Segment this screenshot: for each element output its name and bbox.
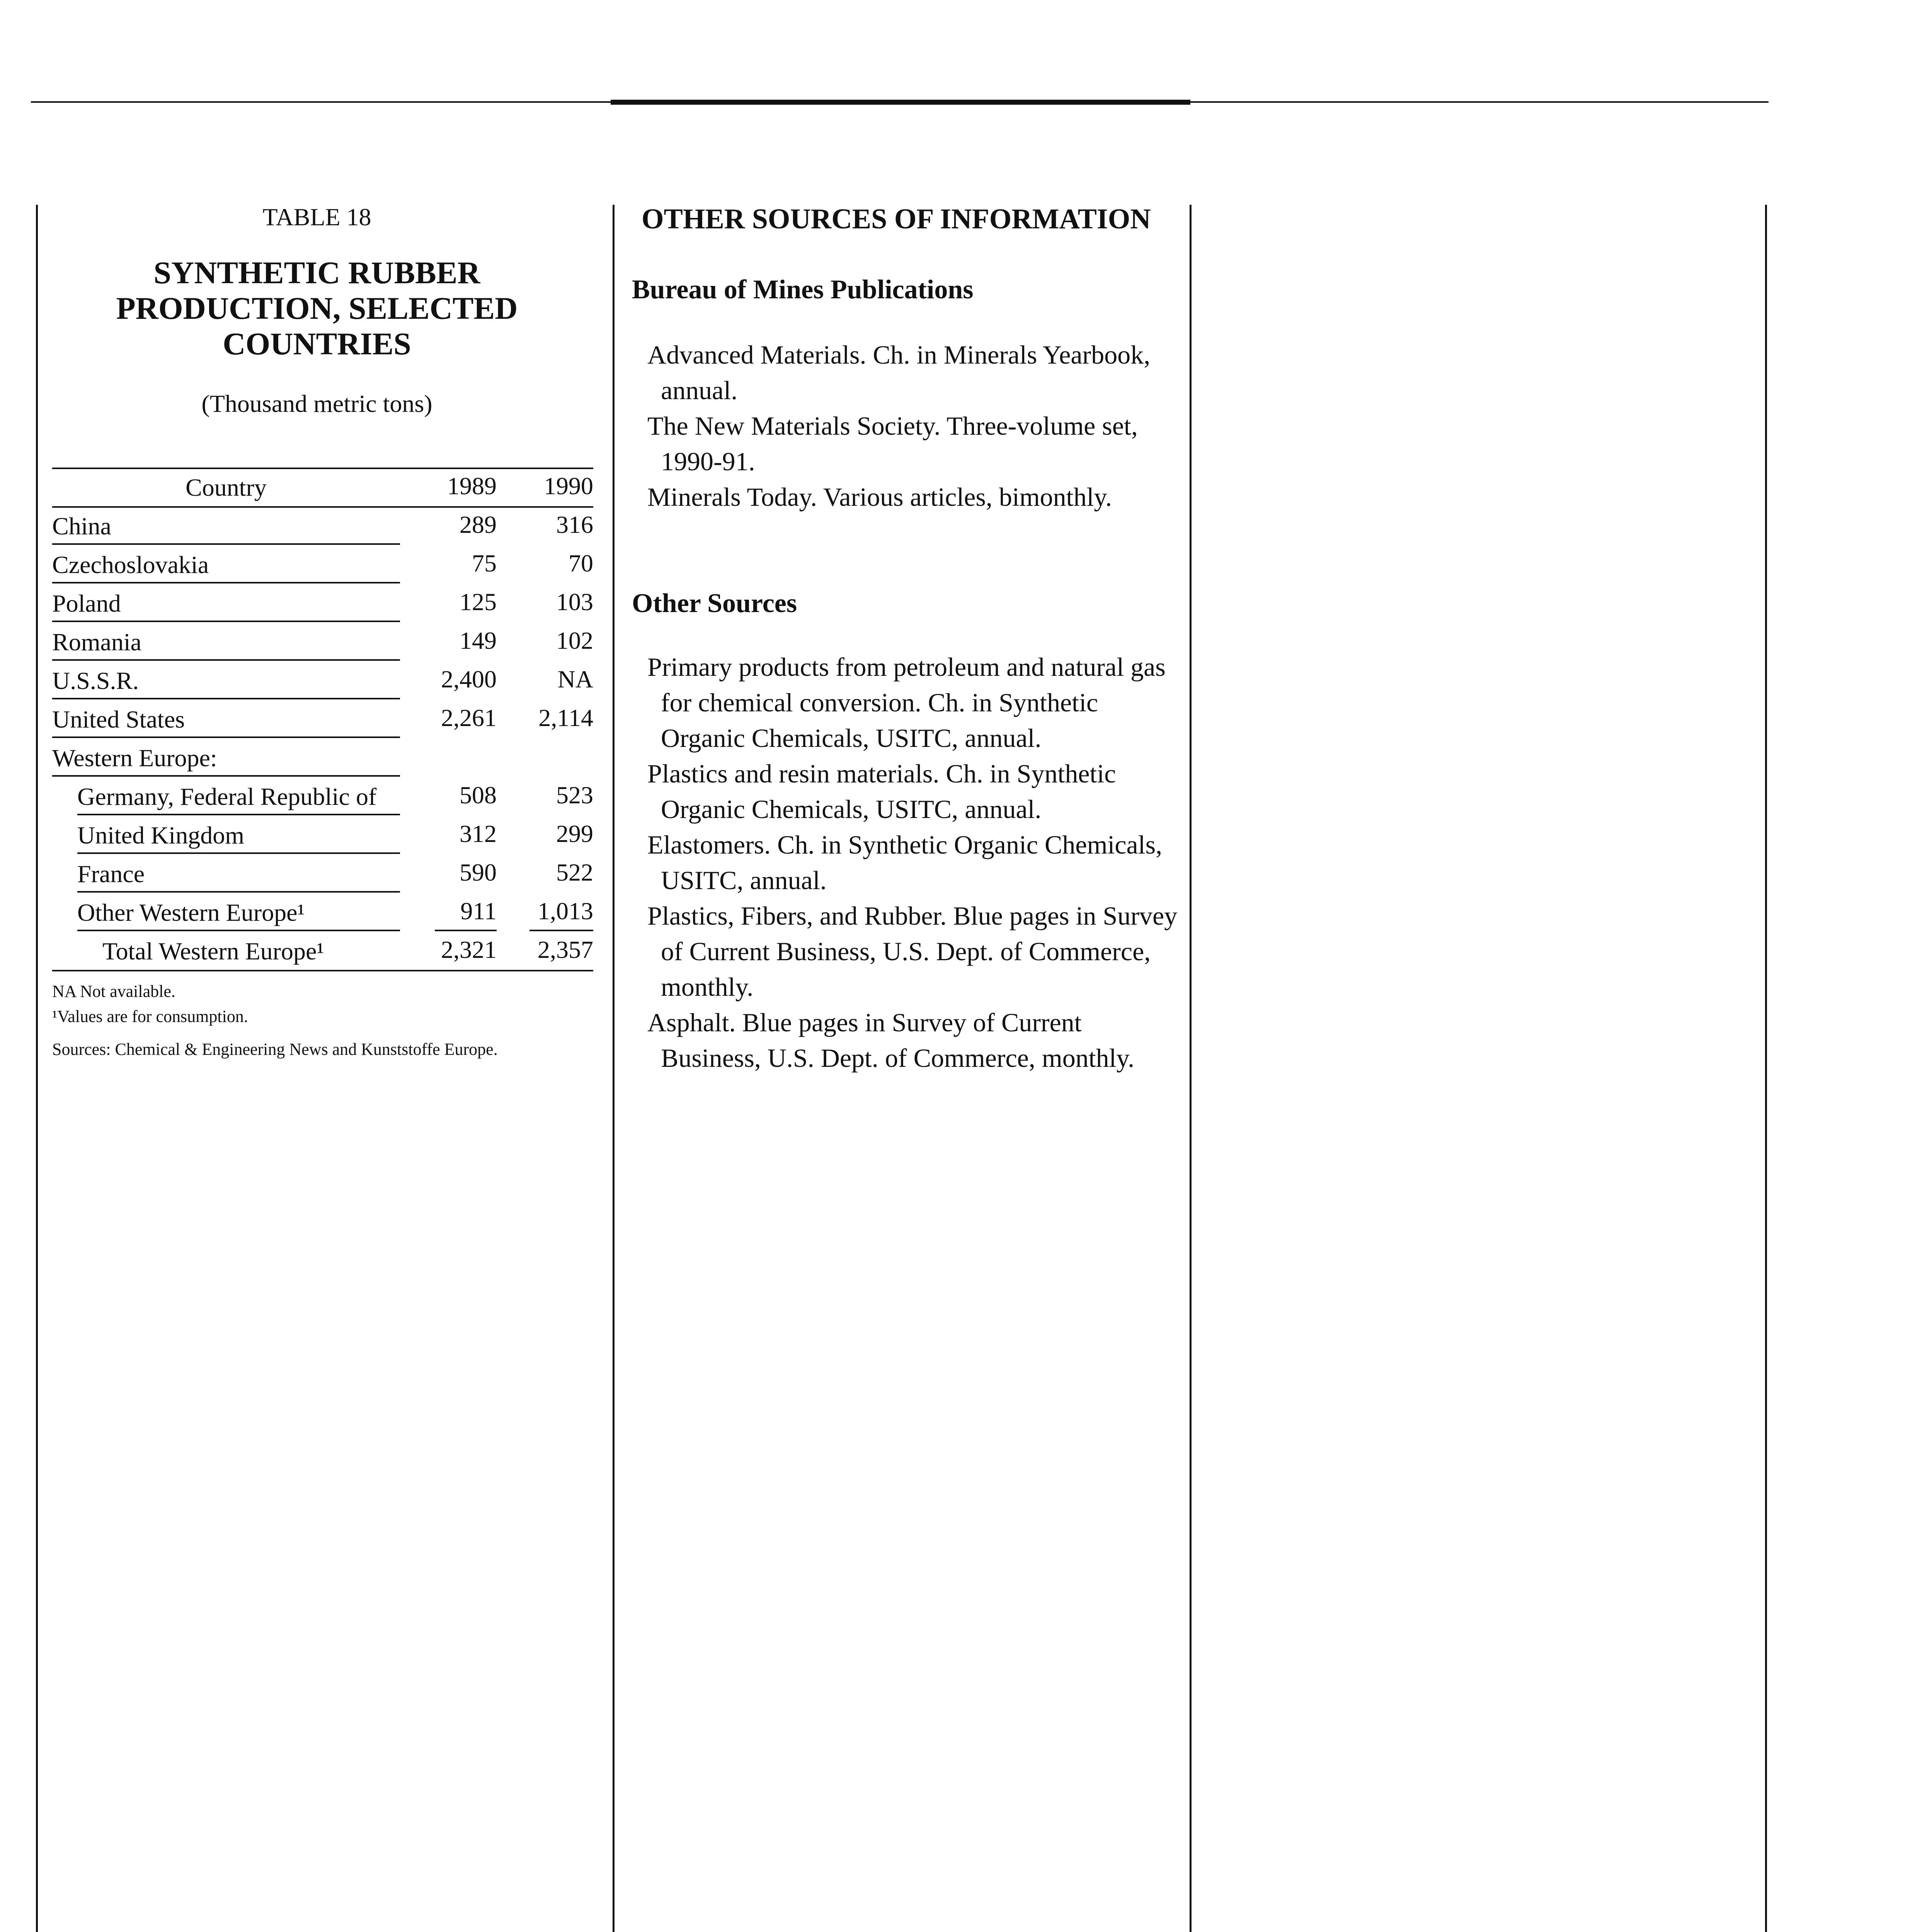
list-item: Advanced Materials. Ch. in Minerals Yearbook, annual.	[647, 340, 1151, 405]
cell-1990: 522	[556, 859, 593, 886]
section-heading: OTHER SOURCES OF INFORMATION	[642, 203, 1151, 235]
cell-country: Romania	[52, 628, 142, 656]
subtotal-rule-1989	[435, 930, 497, 931]
cell-1989: 125	[460, 588, 497, 616]
cell-1990: 299	[556, 820, 593, 847]
cell-country: Czechoslovakia	[52, 551, 209, 578]
bom-list	[647, 337, 1181, 515]
row-rule	[52, 659, 400, 661]
cell-1989: 590	[460, 859, 497, 886]
cell-1989: 312	[460, 820, 497, 847]
cell-1990: 70	[569, 549, 593, 577]
header-1990: 1990	[544, 472, 593, 500]
row-rule	[77, 930, 400, 931]
list-item: Plastics, Fibers, and Rubber. Blue pages in Survey of Current Business, U.S. Dept. of Commerce, monthly.	[647, 901, 1178, 1002]
cell-1989: 2,261	[441, 704, 497, 731]
table-units: (Thousand metric tons)	[201, 390, 432, 417]
list-item: Plastics and resin materials. Ch. in Synthetic Organic Chemicals, USITC, annual.	[647, 759, 1116, 824]
header-rule	[52, 506, 593, 508]
cell-1989: 911	[460, 897, 497, 925]
cell-country: Other Western Europe¹	[77, 899, 305, 926]
cell-country: United Kingdom	[77, 821, 244, 849]
column-divider-middle	[613, 205, 615, 1932]
bom-heading: Bureau of Mines Publications	[632, 275, 974, 304]
cell-country: Germany, Federal Republic of	[77, 783, 377, 810]
cell-country: China	[52, 512, 111, 540]
cell-1990: 1,013	[538, 897, 593, 925]
other-list	[647, 649, 1181, 1076]
list-item: Primary products from petroleum and natural gas for chemical conversion. Ch. in Synthetic Organic Chemicals, USITC, annual.	[647, 652, 1166, 753]
cell-1990: 2,114	[538, 704, 593, 731]
row-rule	[52, 582, 400, 583]
row-rule	[77, 891, 400, 893]
cell-1990: 316	[556, 511, 593, 538]
list-item: Elastomers. Ch. in Synthetic Organic Chemicals, USITC, annual.	[647, 830, 1163, 895]
footnote-na: NA Not available.	[52, 982, 175, 1001]
row-rule	[52, 736, 400, 738]
other-heading: Other Sources	[632, 588, 797, 618]
cell-1990: 103	[556, 588, 593, 616]
cell-1990: 102	[556, 627, 593, 654]
top-rule-accent	[611, 100, 1190, 105]
cell-1989: 508	[460, 781, 497, 809]
subtotal-rule-1990	[529, 930, 593, 931]
cell-1989: 2,321	[441, 936, 497, 963]
column-divider-left	[36, 205, 38, 1932]
list-item: Minerals Today. Various articles, bimonthly.	[647, 482, 1112, 512]
row-rule	[52, 621, 400, 622]
cell-1989: 289	[460, 511, 497, 538]
list-item: The New Materials Society. Three-volume set, 1990-91.	[647, 411, 1138, 476]
cell-1990: 523	[556, 781, 593, 809]
table-bottom-rule	[52, 970, 593, 971]
cell-country: United States	[52, 706, 185, 733]
row-rule	[77, 852, 400, 854]
cell-1989: 2,400	[441, 665, 497, 693]
table-title: SYNTHETIC RUBBER PRODUCTION, SELECTED COUNTRIES	[116, 255, 518, 361]
header-1989: 1989	[447, 472, 497, 500]
row-rule	[52, 698, 400, 699]
list-item: Asphalt. Blue pages in Survey of Current Business, U.S. Dept. of Commerce, monthly.	[647, 1008, 1135, 1073]
cell-country: France	[77, 860, 145, 888]
row-rule	[52, 543, 400, 545]
row-rule	[52, 775, 400, 777]
cell-1989: 149	[460, 627, 497, 654]
cell-country: U.S.S.R.	[52, 667, 139, 694]
cell-country: Poland	[52, 590, 121, 617]
column-divider-edge	[1765, 205, 1767, 1932]
footnote-sources: Sources: Chemical & Engineering News and Kunststoffe Europe.	[52, 1040, 498, 1059]
cell-country: Total Western Europe¹	[102, 937, 324, 965]
row-rule	[77, 814, 400, 815]
cell-country: Western Europe:	[52, 744, 217, 772]
table-number: TABLE 18	[262, 203, 371, 231]
column-divider-right	[1190, 205, 1192, 1932]
cell-1989: 75	[472, 549, 497, 577]
cell-1990: NA	[557, 665, 593, 693]
table-top-rule	[52, 468, 593, 469]
header-country: Country	[186, 474, 267, 501]
footnote-values: ¹Values are for consumption.	[52, 1007, 248, 1026]
cell-1990: 2,357	[538, 936, 593, 963]
